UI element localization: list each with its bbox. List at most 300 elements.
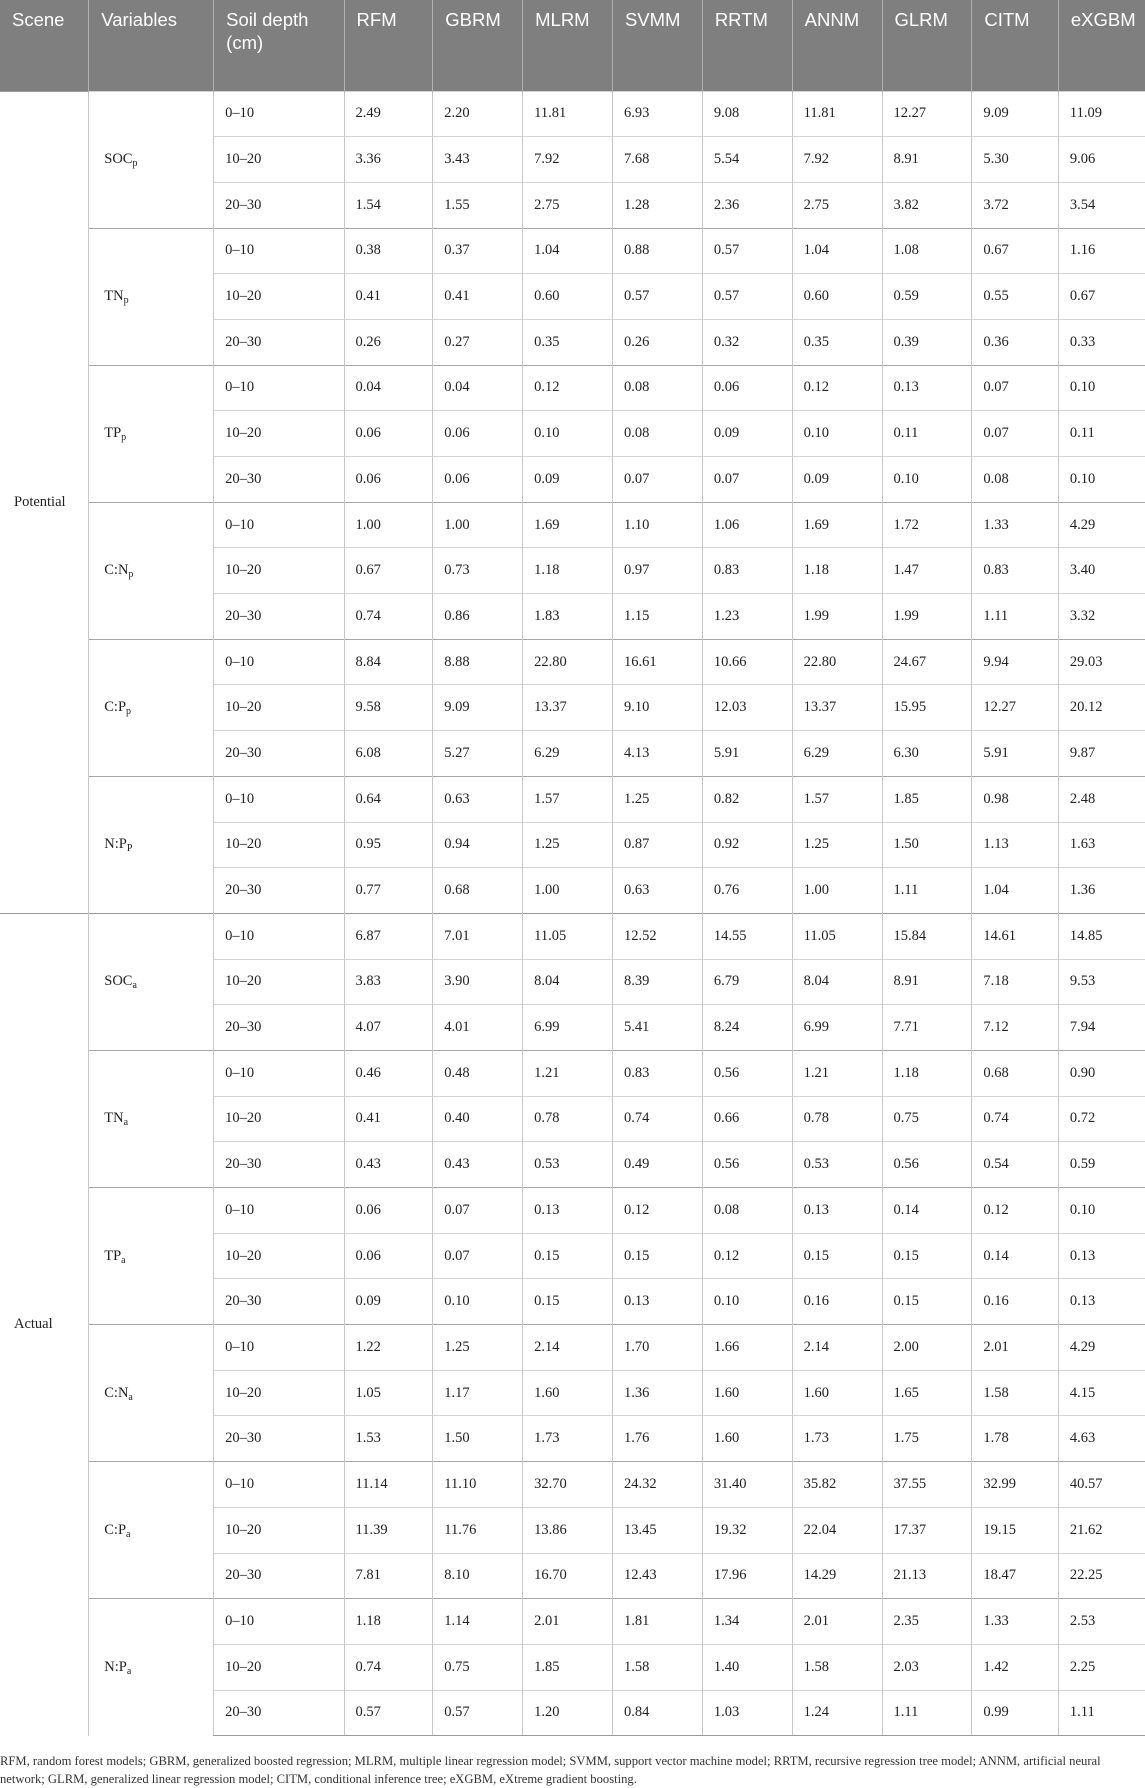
variable-subscript: P [126,843,133,855]
depth-cell: 20–30 [214,1690,344,1736]
value-cell: 1.85 [523,1644,613,1690]
value-cell: 11.10 [433,1462,523,1508]
value-cell: 0.13 [1058,1233,1145,1279]
depth-cell: 10–20 [214,1370,344,1416]
value-cell: 1.11 [882,1690,972,1736]
value-cell: 4.63 [1058,1416,1145,1462]
variable-subscript: a [126,1528,131,1540]
value-cell: 16.70 [523,1553,613,1599]
value-cell: 0.33 [1058,319,1145,365]
value-cell: 0.26 [344,319,433,365]
value-cell: 1.72 [882,502,972,548]
value-cell: 7.18 [972,959,1059,1005]
value-cell: 0.54 [972,1142,1059,1188]
value-cell: 0.15 [882,1279,972,1325]
variable-label [89,365,214,502]
header-model: eXGBM [1058,0,1145,91]
value-cell: 0.06 [433,411,523,457]
value-cell: 1.81 [612,1599,702,1645]
variable-label [89,639,214,776]
value-cell: 0.06 [344,457,433,503]
value-cell: 13.45 [612,1507,702,1553]
value-cell: 0.14 [972,1233,1059,1279]
value-cell: 0.15 [792,1233,882,1279]
value-cell: 9.58 [344,685,433,731]
value-cell: 1.17 [433,1370,523,1416]
value-cell: 1.25 [433,1325,523,1371]
value-cell: 0.06 [344,1233,433,1279]
value-cell: 0.09 [792,457,882,503]
value-cell: 1.99 [792,594,882,640]
value-cell: 4.07 [344,1005,433,1051]
value-cell: 1.00 [523,868,613,914]
value-cell: 16.61 [612,639,702,685]
value-cell: 1.36 [1058,868,1145,914]
value-cell: 1.21 [792,1050,882,1096]
value-cell: 1.25 [792,822,882,868]
depth-cell: 10–20 [214,685,344,731]
value-cell: 0.48 [433,1050,523,1096]
table-footnote: RFM, random forest models; GBRM, generalized boosted regression; MLRM, multiple linear regression model; SVMM, support vector machine model; RRTM, recursive regression tree model; ANNM, artificial neural network; GLRM, generalized linear regression model; CITM, conditional inference tree; eXGBM, eXtreme gradient boosting. [0,1754,1101,1786]
value-cell: 0.14 [882,1188,972,1234]
depth-cell: 0–10 [214,776,344,822]
value-cell: 6.29 [523,731,613,777]
value-cell: 11.76 [433,1507,523,1553]
value-cell: 6.99 [792,1005,882,1051]
value-cell: 0.10 [882,457,972,503]
value-cell: 31.40 [702,1462,792,1508]
depth-cell: 20–30 [214,182,344,228]
variable-label [89,776,214,913]
table-row [0,776,1145,822]
value-cell: 1.11 [1058,1690,1145,1736]
table-row [0,1599,1145,1645]
value-cell: 17.37 [882,1507,972,1553]
value-cell: 0.06 [702,365,792,411]
value-cell: 0.83 [612,1050,702,1096]
depth-cell: 20–30 [214,1142,344,1188]
value-cell: 0.12 [612,1188,702,1234]
variable-name: SOC [104,973,133,990]
value-cell: 1.50 [433,1416,523,1462]
value-cell: 0.06 [344,1188,433,1234]
value-cell: 5.30 [972,137,1059,183]
table-row [0,1325,1145,1371]
value-cell: 0.60 [792,274,882,320]
value-cell: 35.82 [792,1462,882,1508]
value-cell: 1.25 [523,822,613,868]
value-cell: 0.59 [882,274,972,320]
value-cell: 3.36 [344,137,433,183]
value-cell: 0.36 [972,319,1059,365]
value-cell: 0.68 [433,868,523,914]
header-model: CITM [972,0,1059,91]
table-row [0,365,1145,411]
table-header [0,0,1145,91]
value-cell: 5.54 [702,137,792,183]
value-cell: 0.07 [433,1233,523,1279]
value-cell: 0.12 [792,365,882,411]
value-cell: 1.66 [702,1325,792,1371]
value-cell: 1.55 [433,182,523,228]
depth-cell: 20–30 [214,319,344,365]
value-cell: 0.06 [433,457,523,503]
value-cell: 0.08 [612,411,702,457]
value-cell: 1.22 [344,1325,433,1371]
variable-name: TP [104,1247,122,1264]
value-cell: 0.10 [1058,1188,1145,1234]
depth-cell: 20–30 [214,1416,344,1462]
value-cell: 0.15 [523,1233,613,1279]
value-cell: 1.33 [972,1599,1059,1645]
value-cell: 7.01 [433,913,523,959]
value-cell: 1.75 [882,1416,972,1462]
value-cell: 0.66 [702,1096,792,1142]
value-cell: 0.55 [972,274,1059,320]
value-cell: 0.78 [523,1096,613,1142]
value-cell: 0.04 [433,365,523,411]
depth-cell: 0–10 [214,1188,344,1234]
value-cell: 9.08 [702,91,792,137]
value-cell: 0.56 [702,1142,792,1188]
value-cell: 1.60 [702,1370,792,1416]
value-cell: 1.08 [882,228,972,274]
value-cell: 19.32 [702,1507,792,1553]
value-cell: 0.10 [702,1279,792,1325]
value-cell: 0.43 [344,1142,433,1188]
value-cell: 1.14 [433,1599,523,1645]
value-cell: 8.04 [792,959,882,1005]
value-cell: 0.35 [523,319,613,365]
value-cell: 0.53 [792,1142,882,1188]
value-cell: 3.54 [1058,182,1145,228]
value-cell: 0.74 [344,594,433,640]
value-cell: 2.01 [523,1599,613,1645]
variable-name: TN [104,288,124,305]
value-cell: 0.07 [972,365,1059,411]
value-cell: 0.10 [433,1279,523,1325]
value-cell: 0.86 [433,594,523,640]
value-cell: 0.53 [523,1142,613,1188]
value-cell: 8.84 [344,639,433,685]
value-cell: 2.01 [792,1599,882,1645]
value-cell: 1.69 [792,502,882,548]
value-cell: 0.83 [972,548,1059,594]
variable-name: C:N [104,562,129,579]
value-cell: 0.08 [702,1188,792,1234]
value-cell: 0.40 [433,1096,523,1142]
value-cell: 32.99 [972,1462,1059,1508]
value-cell: 2.48 [1058,776,1145,822]
value-cell: 6.93 [612,91,702,137]
value-cell: 0.11 [1058,411,1145,457]
value-cell: 32.70 [523,1462,613,1508]
header-model: GLRM [882,0,972,91]
value-cell: 7.81 [344,1553,433,1599]
header-model: RFM [344,0,433,91]
value-cell: 0.09 [344,1279,433,1325]
value-cell: 0.87 [612,822,702,868]
value-cell: 3.72 [972,182,1059,228]
depth-cell: 0–10 [214,1462,344,1508]
value-cell: 1.69 [523,502,613,548]
depth-cell: 0–10 [214,228,344,274]
value-cell: 14.29 [792,1553,882,1599]
value-cell: 5.91 [702,731,792,777]
depth-cell: 0–10 [214,502,344,548]
value-cell: 0.10 [1058,457,1145,503]
value-cell: 0.82 [702,776,792,822]
depth-cell: 10–20 [214,548,344,594]
variable-subscript: a [128,1391,133,1403]
value-cell: 3.43 [433,137,523,183]
depth-cell: 10–20 [214,137,344,183]
value-cell: 10.66 [702,639,792,685]
depth-cell: 10–20 [214,822,344,868]
value-cell: 0.68 [972,1050,1059,1096]
value-cell: 1.18 [882,1050,972,1096]
value-cell: 1.47 [882,548,972,594]
value-cell: 11.05 [523,913,613,959]
value-cell: 1.76 [612,1416,702,1462]
header-model: ANNM [792,0,882,91]
value-cell: 0.67 [1058,274,1145,320]
value-cell: 15.95 [882,685,972,731]
value-cell: 1.24 [792,1690,882,1736]
variable-label [89,1050,214,1187]
value-cell: 0.64 [344,776,433,822]
depth-cell: 0–10 [214,1599,344,1645]
value-cell: 1.83 [523,594,613,640]
value-cell: 40.57 [1058,1462,1145,1508]
value-cell: 8.91 [882,959,972,1005]
value-cell: 0.26 [612,319,702,365]
value-cell: 0.12 [972,1188,1059,1234]
value-cell: 7.92 [523,137,613,183]
value-cell: 4.01 [433,1005,523,1051]
value-cell: 1.11 [972,594,1059,640]
value-cell: 0.57 [344,1690,433,1736]
value-cell: 0.41 [344,1096,433,1142]
value-cell: 1.25 [612,776,702,822]
value-cell: 0.57 [433,1690,523,1736]
value-cell: 0.12 [702,1233,792,1279]
table-row [0,1050,1145,1096]
header-row [0,0,1145,91]
variable-subscript: a [123,1117,129,1129]
table-row [0,502,1145,548]
depth-cell: 20–30 [214,1553,344,1599]
value-cell: 9.53 [1058,959,1145,1005]
value-cell: 0.10 [792,411,882,457]
value-cell: 1.58 [792,1644,882,1690]
value-cell: 24.32 [612,1462,702,1508]
value-cell: 9.09 [972,91,1059,137]
variable-label [89,1462,214,1599]
depth-cell: 10–20 [214,1644,344,1690]
value-cell: 3.40 [1058,548,1145,594]
value-cell: 0.90 [1058,1050,1145,1096]
value-cell: 0.57 [612,274,702,320]
value-cell: 2.25 [1058,1644,1145,1690]
variable-label [89,228,214,365]
value-cell: 0.13 [612,1279,702,1325]
value-cell: 2.03 [882,1644,972,1690]
value-cell: 4.15 [1058,1370,1145,1416]
value-cell: 14.61 [972,913,1059,959]
value-cell: 0.99 [972,1690,1059,1736]
value-cell: 0.16 [972,1279,1059,1325]
value-cell: 1.70 [612,1325,702,1371]
value-cell: 13.86 [523,1507,613,1553]
depth-cell: 0–10 [214,1050,344,1096]
value-cell: 1.63 [1058,822,1145,868]
scene-label: Actual [0,913,89,1735]
value-cell: 1.03 [702,1690,792,1736]
variable-subscript: p [123,295,129,307]
value-cell: 0.38 [344,228,433,274]
value-cell: 11.14 [344,1462,433,1508]
value-cell: 0.13 [523,1188,613,1234]
value-cell: 9.10 [612,685,702,731]
value-cell: 1.18 [344,1599,433,1645]
value-cell: 0.16 [792,1279,882,1325]
value-cell: 0.73 [433,548,523,594]
depth-cell: 20–30 [214,868,344,914]
value-cell: 1.60 [702,1416,792,1462]
value-cell: 1.65 [882,1370,972,1416]
value-cell: 8.10 [433,1553,523,1599]
value-cell: 1.28 [612,182,702,228]
value-cell: 1.57 [523,776,613,822]
value-cell: 21.13 [882,1553,972,1599]
value-cell: 17.96 [702,1553,792,1599]
value-cell: 0.63 [433,776,523,822]
table-row [0,913,1145,959]
value-cell: 0.13 [792,1188,882,1234]
value-cell: 1.00 [792,868,882,914]
value-cell: 0.95 [344,822,433,868]
depth-cell: 10–20 [214,411,344,457]
depth-cell: 20–30 [214,457,344,503]
value-cell: 0.41 [344,274,433,320]
variable-name: N:P [104,1658,127,1675]
value-cell: 0.74 [972,1096,1059,1142]
value-cell: 13.37 [523,685,613,731]
value-cell: 1.60 [523,1370,613,1416]
value-cell: 0.83 [702,548,792,594]
value-cell: 7.68 [612,137,702,183]
value-cell: 0.67 [972,228,1059,274]
value-cell: 0.04 [344,365,433,411]
depth-cell: 10–20 [214,1096,344,1142]
value-cell: 6.08 [344,731,433,777]
value-cell: 6.29 [792,731,882,777]
value-cell: 1.11 [882,868,972,914]
variable-subscript: p [121,432,127,444]
value-cell: 1.73 [523,1416,613,1462]
value-cell: 7.92 [792,137,882,183]
depth-cell: 10–20 [214,1233,344,1279]
value-cell: 2.20 [433,91,523,137]
value-cell: 1.57 [792,776,882,822]
table-body [0,91,1145,1736]
value-cell: 0.76 [702,868,792,914]
value-cell: 0.07 [433,1188,523,1234]
value-cell: 0.13 [882,365,972,411]
value-cell: 0.39 [882,319,972,365]
table-row [0,1188,1145,1234]
value-cell: 0.77 [344,868,433,914]
table-row [0,91,1145,137]
value-cell: 12.52 [612,913,702,959]
value-cell: 0.98 [972,776,1059,822]
table-row [0,1462,1145,1508]
value-cell: 12.27 [882,91,972,137]
table-row [0,639,1145,685]
value-cell: 2.14 [523,1325,613,1371]
value-cell: 2.36 [702,182,792,228]
value-cell: 0.94 [433,822,523,868]
value-cell: 2.49 [344,91,433,137]
value-cell: 0.72 [1058,1096,1145,1142]
value-cell: 2.53 [1058,1599,1145,1645]
value-cell: 2.75 [792,182,882,228]
depth-cell: 20–30 [214,1279,344,1325]
value-cell: 12.27 [972,685,1059,731]
depth-cell: 20–30 [214,594,344,640]
variable-subscript: a [121,1254,126,1266]
value-cell: 1.85 [882,776,972,822]
value-cell: 3.83 [344,959,433,1005]
value-cell: 0.74 [344,1644,433,1690]
variable-label [89,913,214,1050]
value-cell: 0.27 [433,319,523,365]
value-cell: 0.07 [612,457,702,503]
value-cell: 0.13 [1058,1279,1145,1325]
value-cell: 11.81 [792,91,882,137]
value-cell: 0.56 [702,1050,792,1096]
value-cell: 1.05 [344,1370,433,1416]
variable-name: N:P [104,836,127,853]
value-cell: 1.78 [972,1416,1059,1462]
value-cell: 1.00 [433,502,523,548]
value-cell: 22.80 [792,639,882,685]
value-cell: 1.50 [882,822,972,868]
value-cell: 29.03 [1058,639,1145,685]
variable-name: SOC [104,151,133,168]
variable-label [89,91,214,228]
value-cell: 1.53 [344,1416,433,1462]
value-cell: 37.55 [882,1462,972,1508]
value-cell: 1.54 [344,182,433,228]
value-cell: 0.67 [344,548,433,594]
value-cell: 0.15 [882,1233,972,1279]
value-cell: 6.79 [702,959,792,1005]
value-cell: 8.39 [612,959,702,1005]
value-cell: 7.94 [1058,1005,1145,1051]
value-cell: 7.71 [882,1005,972,1051]
value-cell: 0.15 [523,1279,613,1325]
value-cell: 19.15 [972,1507,1059,1553]
variable-subscript: a [132,980,137,992]
depth-cell: 0–10 [214,639,344,685]
value-cell: 0.37 [433,228,523,274]
value-cell: 1.60 [792,1370,882,1416]
value-cell: 2.00 [882,1325,972,1371]
value-cell: 0.43 [433,1142,523,1188]
value-cell: 22.80 [523,639,613,685]
